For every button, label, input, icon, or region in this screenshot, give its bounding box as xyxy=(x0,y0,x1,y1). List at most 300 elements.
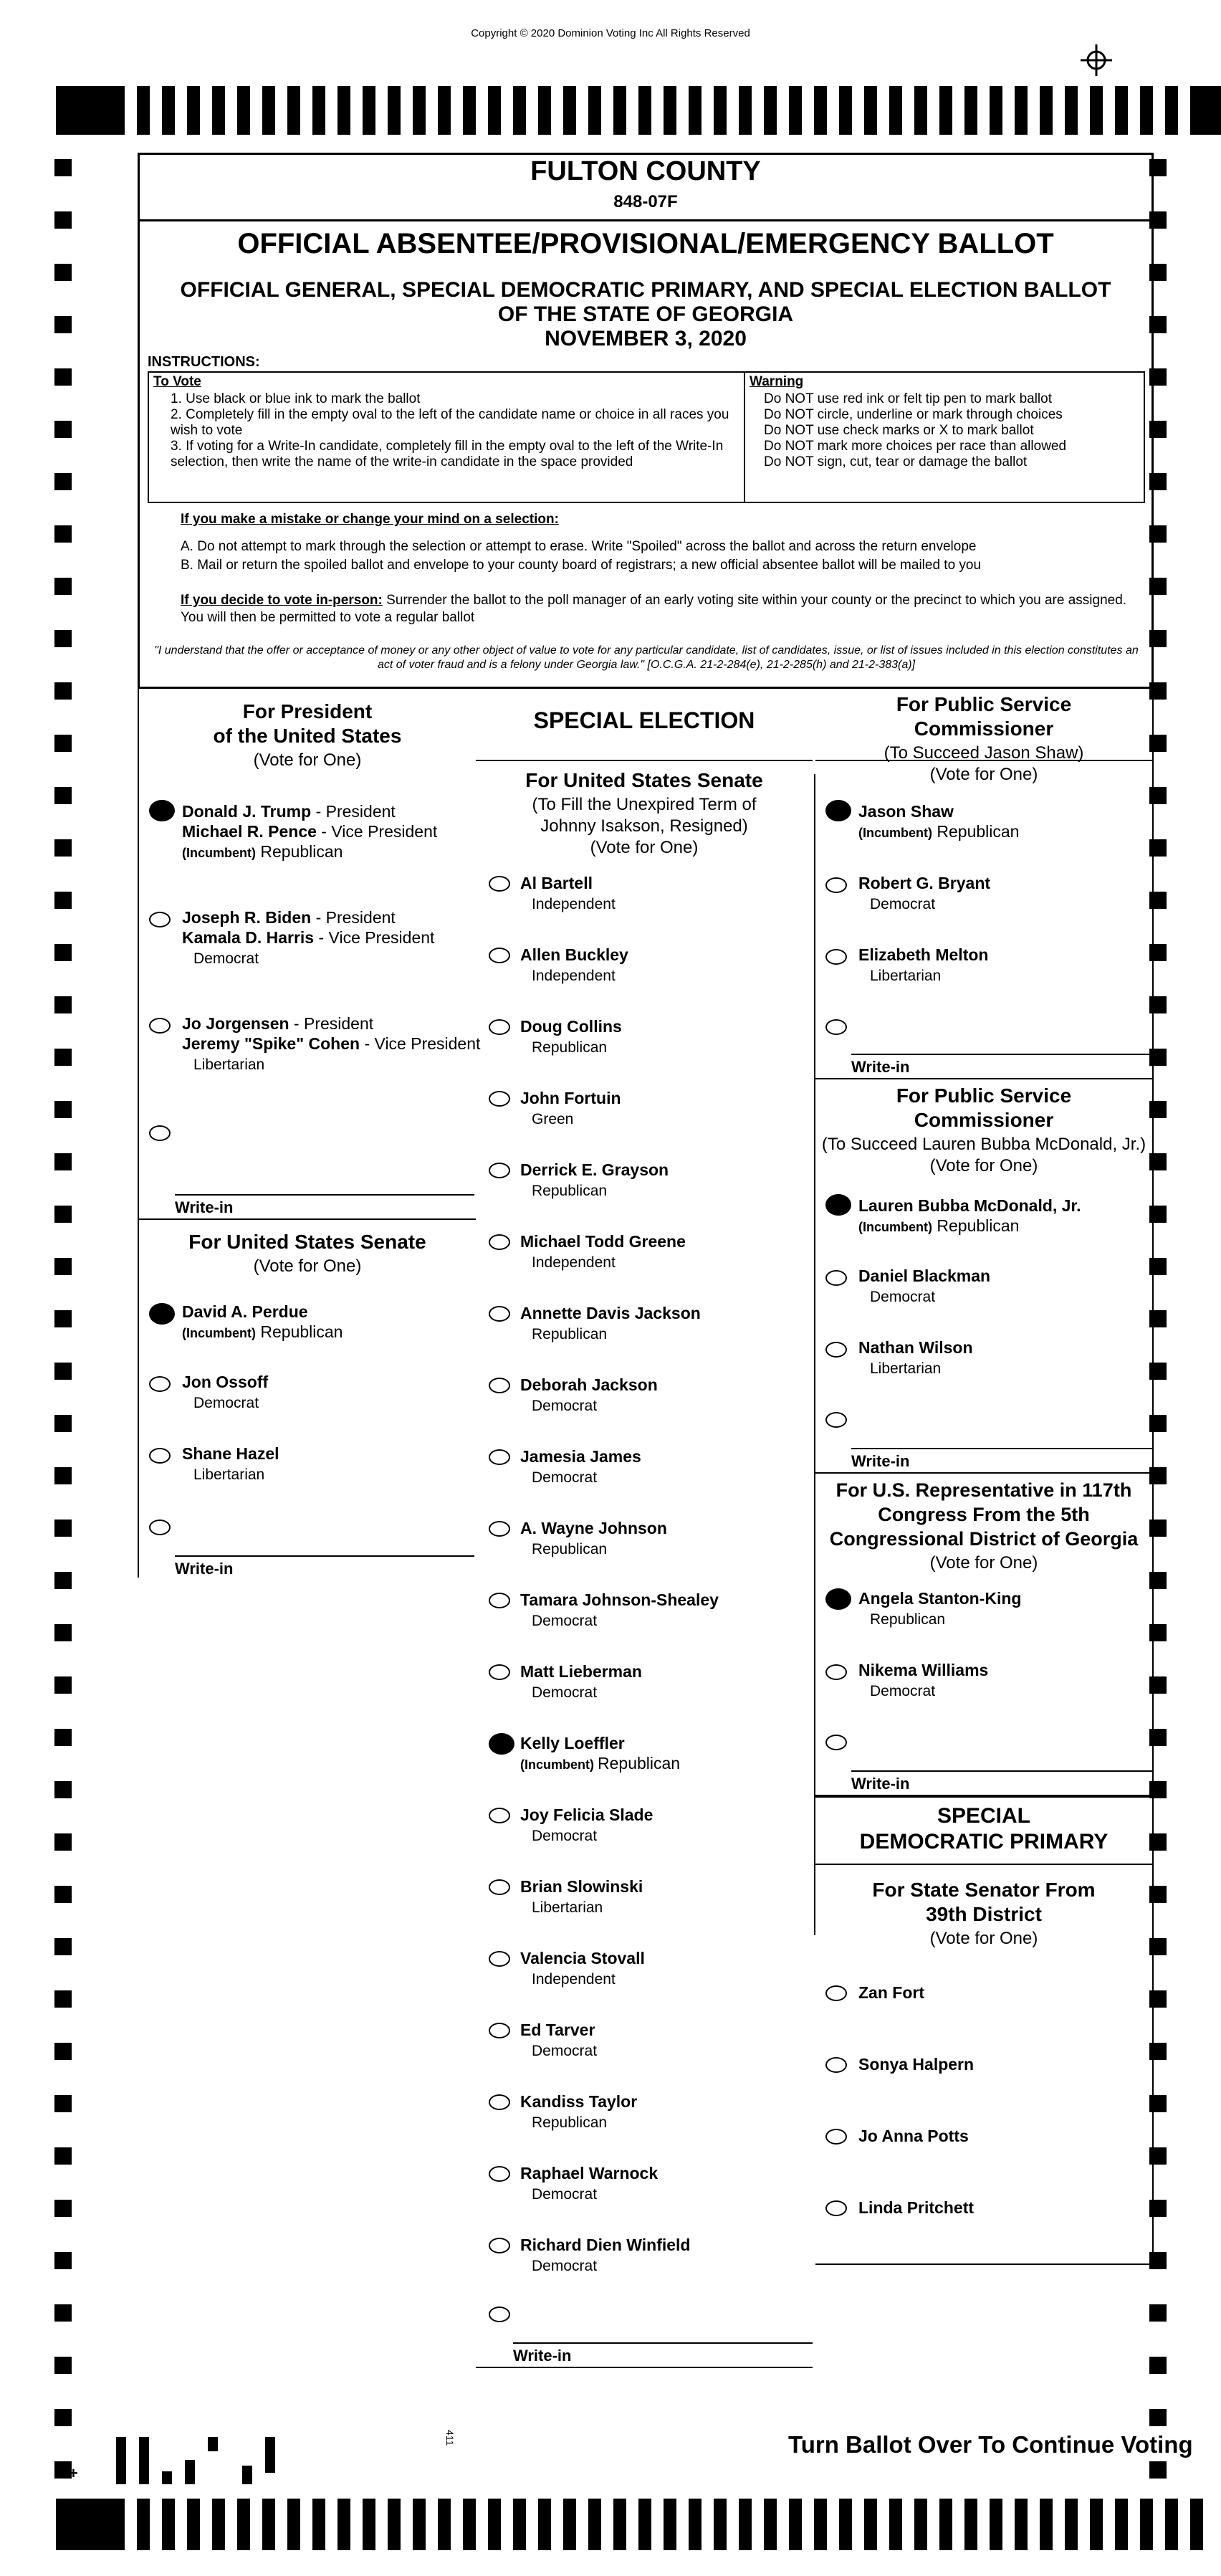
write-in-oval[interactable] xyxy=(149,1520,171,1535)
timing-bar xyxy=(312,2499,325,2550)
vote-oval[interactable] xyxy=(489,2166,510,2182)
write-in-oval[interactable] xyxy=(825,1019,847,1035)
timing-bar xyxy=(438,86,451,135)
write-in-label: Write-in xyxy=(851,1452,910,1470)
in-person-text: Surrender the ballot to the poll manager of an early voting site within your county or the precinct to which you are assigned. You will then be permitted to vote a regular ballot xyxy=(181,593,1127,625)
vote-oval[interactable] xyxy=(489,1449,510,1465)
timing-mark xyxy=(54,1101,72,1118)
incumbent-label: (Incumbent) xyxy=(182,1326,256,1340)
party-label: Democrat xyxy=(532,2043,598,2059)
write-in-line[interactable] xyxy=(851,1770,1152,1772)
vote-oval[interactable] xyxy=(489,2094,510,2110)
timing-bar xyxy=(664,86,676,135)
subtitle-line: (Vote for One) xyxy=(929,1156,1038,1175)
candidate-name: Shane Hazel xyxy=(182,1444,279,1463)
timing-mark xyxy=(54,316,72,333)
timing-bar xyxy=(538,86,551,135)
party-label: Independent xyxy=(532,1254,616,1271)
timing-bar xyxy=(137,86,150,135)
contest-subtitle xyxy=(815,743,1152,786)
candidate-entry xyxy=(858,1266,990,1307)
to-vote-step: 2. Completely fill in the empty oval to the left of the candidate name or choice in all races you wish to vote xyxy=(171,407,729,438)
candidate-name: Raphael Warnock xyxy=(520,2164,659,2183)
subtitle-line: (To Fill the Unexpired Term of xyxy=(532,795,757,814)
candidate-name: Al Bartell xyxy=(520,874,593,892)
write-in-label: Write-in xyxy=(513,2347,572,2365)
timing-bar xyxy=(889,86,902,135)
vote-oval[interactable] xyxy=(489,1234,510,1250)
write-in-label: Write-in xyxy=(851,1775,910,1793)
candidate-entry xyxy=(182,1302,343,1343)
candidate-name: Annette Davis Jackson xyxy=(520,1304,701,1322)
write-in-oval[interactable] xyxy=(149,1125,171,1141)
timing-mark xyxy=(54,578,72,595)
to-vote-heading: To Vote xyxy=(153,374,201,389)
timing-bar xyxy=(839,2499,852,2550)
subtitle-line: (Vote for One) xyxy=(590,838,699,857)
party-label: Green xyxy=(532,1111,574,1127)
timing-bar xyxy=(964,2499,977,2550)
timing-bar xyxy=(814,2499,827,2550)
to-vote-step: 3. If voting for a Write-In candidate, completely fill in the empty oval to the left of the Write-In selection, then write the name of the write-in candidate in the space provided xyxy=(171,439,724,469)
timing-mark xyxy=(54,735,72,752)
barcode-mark xyxy=(139,2437,149,2484)
title-line: of the United States xyxy=(213,725,402,747)
vote-oval[interactable] xyxy=(825,2057,847,2073)
candidate-entry xyxy=(520,873,616,915)
timing-bar xyxy=(1090,86,1103,135)
timing-bar xyxy=(538,2499,551,2550)
barcode-mark xyxy=(185,2460,195,2484)
crosshair-icon xyxy=(1081,44,1112,76)
vote-oval[interactable] xyxy=(825,1342,847,1358)
candidate-name: Linda Pritchett xyxy=(858,2198,975,2217)
candidate-name: Sonya Halpern xyxy=(858,2055,975,2074)
timing-bar xyxy=(714,2499,727,2550)
candidate-entry xyxy=(520,1016,622,1058)
candidate-name: Robert G. Bryant xyxy=(858,874,991,892)
candidate-entry xyxy=(520,1446,641,1488)
candidate-entry xyxy=(858,1983,924,2003)
timing-mark xyxy=(54,1676,72,1694)
to-vote-steps xyxy=(153,391,737,470)
timing-bar xyxy=(337,2499,350,2550)
candidate-entry xyxy=(520,945,628,986)
contest-subtitle xyxy=(476,794,813,859)
timing-bar xyxy=(638,2499,651,2550)
candidate-entry xyxy=(520,1375,658,1416)
timing-bar xyxy=(212,2499,225,2550)
vote-oval[interactable] xyxy=(489,948,510,963)
candidate-role: - Vice President xyxy=(360,1034,481,1053)
write-in-oval[interactable] xyxy=(825,1735,847,1750)
candidate-name: Matt Lieberman xyxy=(520,1662,642,1681)
candidate-entry xyxy=(520,2235,690,2276)
candidate-name: Nathan Wilson xyxy=(858,1338,973,1357)
party-label: Republican xyxy=(937,822,1020,841)
warning-list xyxy=(764,391,1144,470)
timing-mark xyxy=(54,473,72,490)
vote-oval[interactable] xyxy=(825,1194,851,1216)
candidate-name: Allen Buckley xyxy=(520,945,628,964)
timing-bar xyxy=(914,86,927,135)
contest-title-us-senate: For United States Senate xyxy=(188,1231,426,1253)
timing-mark xyxy=(54,2095,72,2112)
timing-mark xyxy=(54,1467,72,1484)
vote-oval[interactable] xyxy=(825,2200,847,2216)
timing-bar xyxy=(689,2499,702,2550)
contest-title-president xyxy=(139,700,476,748)
title-line: Commissioner xyxy=(914,1109,1054,1131)
timing-bar xyxy=(463,86,476,135)
vote-oval[interactable] xyxy=(489,1521,510,1537)
party-label: Democrat xyxy=(532,1684,598,1701)
special-primary-heading xyxy=(815,1803,1152,1855)
sheet-number: 411 xyxy=(444,2430,456,2446)
mistake-step-b: B. Mail or return the spoiled ballot and envelope to your county board of registrars; a new official absentee ballot will be mailed to you xyxy=(181,558,982,573)
vote-oval[interactable] xyxy=(489,1593,510,1608)
heading-line: DEMOCRATIC PRIMARY xyxy=(859,1830,1109,1854)
plus-mark: + xyxy=(69,2464,78,2482)
candidate-name: Donald J. Trump xyxy=(182,802,312,821)
timing-bar xyxy=(638,86,651,135)
write-in-line[interactable] xyxy=(851,1054,1152,1055)
timing-bar xyxy=(939,2499,952,2550)
timing-mark xyxy=(54,1310,72,1327)
vote-oval[interactable] xyxy=(489,1019,510,1035)
candidate-entry xyxy=(520,1160,669,1201)
timing-bar xyxy=(513,86,526,135)
special-election-heading: SPECIAL ELECTION xyxy=(533,707,755,733)
contest-title-special-senate: For United States Senate xyxy=(525,769,763,791)
timing-bar xyxy=(990,2499,1002,2550)
timing-bar xyxy=(187,2499,200,2550)
timing-mark xyxy=(54,682,72,700)
timing-mark xyxy=(54,1520,72,1537)
vote-oval[interactable] xyxy=(825,2129,847,2145)
column-rule xyxy=(814,774,815,1935)
write-in-oval[interactable] xyxy=(825,1412,847,1428)
timing-mark xyxy=(54,2252,72,2269)
vote-oval[interactable] xyxy=(149,1448,171,1464)
party-label: Republican xyxy=(260,1322,343,1341)
write-in-line[interactable] xyxy=(175,1194,474,1196)
candidate-name: Jason Shaw xyxy=(858,802,954,821)
timing-bar xyxy=(1015,86,1028,135)
candidate-entry xyxy=(520,2091,637,2133)
contest-title-state-senate xyxy=(815,1878,1152,1927)
timing-mark xyxy=(1149,2409,1167,2426)
title-line: For President xyxy=(242,700,373,722)
timing-bar xyxy=(1015,2499,1028,2550)
incumbent-label: (Incumbent) xyxy=(858,826,932,840)
subtitle-line: OF THE STATE OF GEORGIA xyxy=(497,302,794,326)
timing-bar xyxy=(864,86,877,135)
party-label: Democrat xyxy=(532,1398,598,1414)
candidate-entry xyxy=(520,2020,597,2061)
vote-for-one: (Vote for One) xyxy=(253,750,362,770)
vote-oval[interactable] xyxy=(489,1378,510,1393)
vote-oval[interactable] xyxy=(825,1985,847,2001)
vote-oval[interactable] xyxy=(489,1163,510,1178)
timing-bar xyxy=(1065,86,1078,135)
timing-mark xyxy=(54,1049,72,1066)
party-label: Republican xyxy=(532,1326,608,1342)
vote-oval[interactable] xyxy=(489,1733,514,1755)
title-line: 39th District xyxy=(926,1903,1042,1925)
timing-bar xyxy=(56,86,125,135)
candidate-entry xyxy=(520,1661,642,1703)
timing-mark xyxy=(54,159,72,176)
candidate-entry xyxy=(858,945,988,986)
vote-oval[interactable] xyxy=(149,800,175,821)
party-label: Democrat xyxy=(532,1613,598,1629)
timing-mark xyxy=(54,630,72,647)
candidate-entry xyxy=(858,2126,969,2146)
warning-item: Do NOT circle, underline or mark through choices xyxy=(764,407,1063,422)
timing-mark xyxy=(54,2409,72,2426)
vote-oval[interactable] xyxy=(149,1018,171,1034)
mistake-heading: If you make a mistake or change your mind on a selection: xyxy=(181,512,559,527)
to-vote-step: 1. Use black or blue ink to mark the ballot xyxy=(171,391,421,406)
vote-oval[interactable] xyxy=(489,1664,510,1680)
timing-bar xyxy=(413,86,426,135)
timing-bar xyxy=(1040,2499,1053,2550)
candidate-name: Doug Collins xyxy=(520,1017,622,1036)
section-rule xyxy=(815,1864,1152,1865)
vote-oval[interactable] xyxy=(489,1091,510,1107)
party-label: Democrat xyxy=(870,1683,936,1699)
timing-bar xyxy=(1140,86,1153,135)
party-label: Libertarian xyxy=(870,968,942,984)
vote-oval[interactable] xyxy=(149,1376,171,1392)
candidate-name: Daniel Blackman xyxy=(858,1266,991,1285)
timing-bar xyxy=(789,86,802,135)
warning-heading: Warning xyxy=(750,374,804,389)
timing-mark xyxy=(1149,2304,1167,2322)
candidate-name: Michael Todd Greene xyxy=(520,1232,686,1251)
vote-oval[interactable] xyxy=(489,1879,510,1895)
ballot-code: 848-07F xyxy=(613,192,678,211)
warning-item: Do NOT sign, cut, tear or damage the ballot xyxy=(764,454,1028,469)
write-in-label: Write-in xyxy=(175,1198,234,1216)
timing-mark xyxy=(54,2043,72,2060)
timing-bar xyxy=(613,86,626,135)
in-person-note xyxy=(181,592,1145,626)
title-line: For State Senator From xyxy=(872,1879,1096,1901)
timing-bar xyxy=(664,2499,676,2550)
candidate-name: Jo Jorgensen xyxy=(182,1014,289,1033)
timing-mark xyxy=(54,1572,72,1589)
legal-notice: "I understand that the offer or acceptance of money or any other object of value to vote for any particular candidate, list of candidates, issue, or list of issues included in this election constitutes an act of voter fraud and is a felony under Georgia law." [O.C.G.A. 21-2-284(e), 21-2-285(h) and 21-2-383(a)] xyxy=(154,644,1139,671)
candidate-name: Tamara Johnson-Shealey xyxy=(520,1590,719,1609)
timing-bar xyxy=(1190,86,1221,135)
write-in-line[interactable] xyxy=(851,1448,1152,1449)
timing-bar xyxy=(939,86,952,135)
vote-oval[interactable] xyxy=(489,876,510,892)
timing-bar xyxy=(563,2499,576,2550)
timing-bar xyxy=(563,86,576,135)
candidate-entry xyxy=(858,2054,974,2074)
timing-mark xyxy=(54,1153,72,1170)
vote-oval[interactable] xyxy=(825,949,847,965)
timing-mark xyxy=(54,944,72,961)
county-name: FULTON COUNTY xyxy=(530,156,761,186)
vote-oval[interactable] xyxy=(149,1303,175,1325)
timing-mark xyxy=(54,264,72,281)
barcode-mark xyxy=(265,2437,275,2473)
party-label: Republican xyxy=(260,842,343,861)
incumbent-label: (Incumbent) xyxy=(520,1757,598,1772)
candidate-entry xyxy=(182,1372,268,1413)
timing-mark xyxy=(54,211,72,229)
timing-mark xyxy=(54,996,72,1013)
timing-mark xyxy=(1149,2357,1167,2374)
party-label: Democrat xyxy=(532,2258,598,2274)
contest-title-us-rep xyxy=(815,1478,1152,1551)
candidate-entry xyxy=(520,1733,680,1775)
candidate-entry xyxy=(520,1876,643,1918)
timing-bar xyxy=(312,86,325,135)
candidate-name: Zan Fort xyxy=(858,1983,924,2002)
candidate-name: John Fortuin xyxy=(520,1089,621,1107)
candidate-entry xyxy=(858,873,990,915)
timing-mark xyxy=(54,1206,72,1223)
timing-bar xyxy=(388,86,401,135)
candidate-name: Kamala D. Harris xyxy=(182,928,315,947)
timing-mark xyxy=(54,1781,72,1798)
timing-bar xyxy=(363,2499,375,2550)
party-label: Democrat xyxy=(193,1395,259,1411)
party-label: Republican xyxy=(937,1216,1020,1235)
vote-oval[interactable] xyxy=(489,1951,510,1967)
party-label: Libertarian xyxy=(193,1466,265,1483)
vote-for-one: (Vote for One) xyxy=(253,1256,362,1276)
party-label: Republican xyxy=(532,1541,608,1557)
timing-bar xyxy=(56,2499,125,2550)
candidate-role: - Vice President xyxy=(316,822,438,841)
party-label: Libertarian xyxy=(532,1899,603,1916)
candidate-name: Deborah Jackson xyxy=(520,1375,658,1394)
timing-bar xyxy=(990,86,1002,135)
timing-mark xyxy=(54,368,72,386)
party-label: Republican xyxy=(532,1183,608,1199)
write-in-oval[interactable] xyxy=(489,2307,510,2322)
timing-bar xyxy=(463,2499,476,2550)
candidate-name: Joseph R. Biden xyxy=(182,908,312,927)
party-label: Democrat xyxy=(532,1828,598,1844)
write-in-line[interactable] xyxy=(513,2342,813,2344)
candidate-entry xyxy=(520,1303,701,1345)
bottom-timing-bar xyxy=(56,2499,1165,2550)
candidate-name: A. Wayne Johnson xyxy=(520,1519,667,1537)
timing-mark xyxy=(54,2304,72,2322)
section-rule xyxy=(815,1472,1152,1474)
candidate-entry xyxy=(182,1013,480,1075)
title-line: Congressional District of Georgia xyxy=(829,1528,1139,1550)
timing-mark xyxy=(54,1833,72,1851)
vote-oval[interactable] xyxy=(825,1588,851,1610)
timing-mark xyxy=(54,1990,72,2008)
timing-bar xyxy=(613,2499,626,2550)
timing-bar xyxy=(764,86,777,135)
timing-bar xyxy=(689,86,702,135)
timing-mark xyxy=(54,2357,72,2374)
timing-bar xyxy=(137,2499,150,2550)
vote-oval[interactable] xyxy=(489,1808,510,1823)
timing-bar xyxy=(438,2499,451,2550)
candidate-name: Nikema Williams xyxy=(858,1661,989,1679)
candidate-name: Brian Slowinski xyxy=(520,1877,643,1896)
candidate-name: Elizabeth Melton xyxy=(858,945,989,964)
timing-bar xyxy=(864,2499,877,2550)
vote-oval[interactable] xyxy=(489,2238,510,2253)
timing-bar xyxy=(764,2499,777,2550)
timing-mark xyxy=(1149,2461,1167,2479)
timing-bar xyxy=(1115,86,1128,135)
candidate-name: Joy Felicia Slade xyxy=(520,1805,653,1824)
timing-bar xyxy=(388,2499,401,2550)
mistake-step-a: A. Do not attempt to mark through the selection or attempt to erase. Write "Spoiled" across the ballot and across the return envelope xyxy=(181,539,977,554)
candidate-entry xyxy=(858,1588,1021,1630)
vote-oval[interactable] xyxy=(825,1270,847,1286)
vote-oval[interactable] xyxy=(825,877,847,893)
candidate-name: Angela Stanton-King xyxy=(858,1589,1022,1608)
candidate-entry xyxy=(182,801,437,863)
candidate-role: - President xyxy=(311,908,396,927)
timing-bar xyxy=(413,2499,426,2550)
timing-mark xyxy=(54,2200,72,2217)
candidate-entry xyxy=(858,801,1019,843)
candidate-entry xyxy=(520,1518,667,1560)
barcode-mark xyxy=(242,2466,252,2484)
section-rule xyxy=(476,2367,813,2368)
header-divider xyxy=(140,219,1151,221)
vote-oval[interactable] xyxy=(149,912,171,927)
vote-oval[interactable] xyxy=(489,1306,510,1322)
party-label: Democrat xyxy=(532,1469,598,1486)
candidate-entry xyxy=(182,1444,279,1485)
write-in-label: Write-in xyxy=(175,1560,234,1578)
timing-bar xyxy=(1090,2499,1103,2550)
candidate-name: Kelly Loeffler xyxy=(520,1734,625,1752)
subtitle-line: (To Succeed Lauren Bubba McDonald, Jr.) xyxy=(821,1135,1146,1154)
vote-oval[interactable] xyxy=(825,800,851,821)
instructions-divider xyxy=(744,371,745,503)
contest-subtitle xyxy=(815,1134,1152,1177)
candidate-entry xyxy=(520,2163,658,2205)
timing-bar xyxy=(337,86,350,135)
barcode-mark xyxy=(208,2437,218,2451)
vote-oval[interactable] xyxy=(489,2023,510,2038)
section-rule xyxy=(815,2263,1154,2265)
candidate-entry xyxy=(858,2198,974,2218)
timing-bar xyxy=(1165,2499,1178,2550)
write-in-line[interactable] xyxy=(175,1555,474,1557)
candidate-name: Richard Dien Winfield xyxy=(520,2236,691,2254)
timing-mark xyxy=(54,1363,72,1380)
timing-bar xyxy=(889,2499,902,2550)
candidate-role: - President xyxy=(311,802,396,821)
timing-bar xyxy=(1065,2499,1078,2550)
vote-oval[interactable] xyxy=(825,1664,847,1680)
timing-mark xyxy=(54,1886,72,1903)
timing-bar xyxy=(363,86,375,135)
party-label: Republican xyxy=(598,1754,681,1773)
timing-bar xyxy=(237,86,250,135)
subtitle-line: Johnny Isakson, Resigned) xyxy=(540,816,748,836)
candidate-entry xyxy=(520,1948,645,1990)
